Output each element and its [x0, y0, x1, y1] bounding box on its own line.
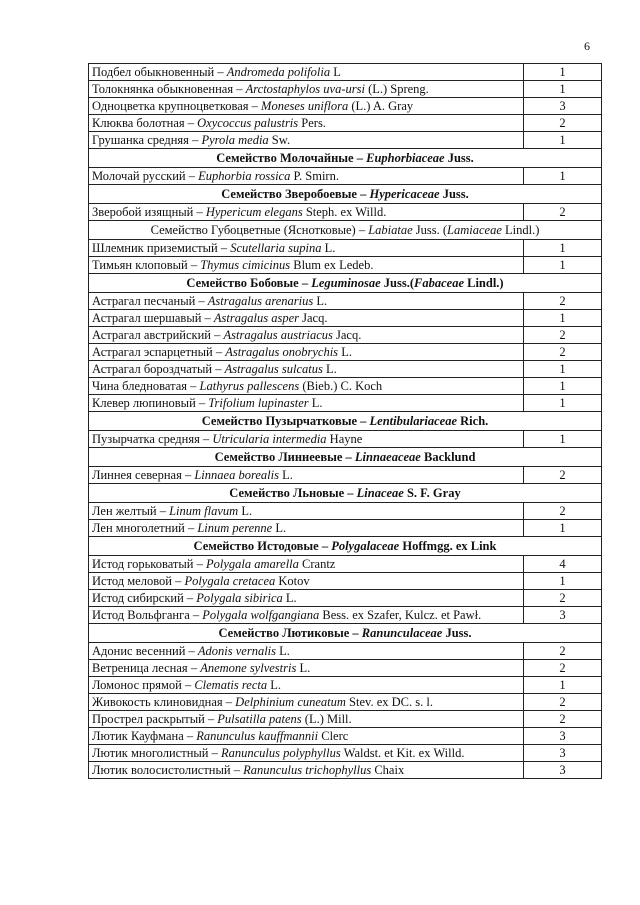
species-common-name: Подбел обыкновенный: [92, 65, 215, 79]
family-latin-name: Hypericaceae: [369, 187, 440, 201]
species-common-name: Молочай русский: [92, 169, 186, 183]
species-name-cell: Лютик Кауфмана – Ranunculus kauffmannii Clerc: [89, 728, 524, 745]
species-latin-name: Polygala sibirica: [196, 591, 283, 605]
family-latin-name: Linnaeaceae: [354, 450, 421, 464]
species-name-cell: Астрагал бороздчатый – Astragalus sulcatus L.: [89, 361, 524, 378]
species-count: 2: [524, 293, 602, 310]
species-name-cell: Истод сибирский – Polygala sibirica L.: [89, 590, 524, 607]
family-header-row: [89, 149, 602, 168]
species-row: [89, 745, 602, 762]
species-latin-name: Ranunculus kauffmannii: [196, 729, 319, 743]
species-name-cell: Астрагал песчаный – Astragalus arenarius L.: [89, 293, 524, 310]
species-table-body: [89, 64, 602, 779]
species-latin-name: Andromeda polifolia: [226, 65, 331, 79]
family-header-row: [89, 448, 602, 467]
species-row: [89, 607, 602, 624]
family-prefix: Семейство Линнеевые –: [214, 450, 352, 464]
family-prefix: Семейство Бобовые –: [186, 276, 309, 290]
family-author: Juss. (: [415, 223, 448, 237]
species-name-cell: Пузырчатка средняя – Utricularia intermedia Hayne: [89, 431, 524, 448]
species-count: 1: [524, 168, 602, 185]
species-latin-name: Moneses uniflora: [261, 99, 349, 113]
species-latin-name: Oxycoccus palustris: [197, 116, 299, 130]
species-row: [89, 293, 602, 310]
family-prefix: Семейство Пузырчатковые –: [201, 414, 367, 428]
family-latin-name: Polygalaceae: [331, 539, 400, 553]
species-row: [89, 573, 602, 590]
species-latin-name: Thymus cimicinus: [200, 258, 291, 272]
species-author: (Bieb.) C. Koch: [302, 379, 383, 393]
species-author: Jacq.: [336, 328, 362, 342]
family-author: Backlund: [423, 450, 476, 464]
species-author: L.: [299, 661, 311, 675]
species-common-name: Истод горьковатый: [92, 557, 194, 571]
species-common-name: Клюква болотная: [92, 116, 185, 130]
species-latin-name: Polygala amarella: [205, 557, 299, 571]
species-latin-name: Astragalus onobrychis: [225, 345, 339, 359]
species-author: Waldst. et Kit. ex Willd.: [343, 746, 465, 760]
species-latin-name: Utricularia intermedia: [212, 432, 327, 446]
species-author: L.: [311, 396, 323, 410]
species-count: 1: [524, 378, 602, 395]
species-name-cell: Адонис весенний – Adonis vernalis L.: [89, 643, 524, 660]
family-header-cell: [89, 221, 602, 240]
species-latin-name: Linum perenne: [197, 521, 273, 535]
species-latin-name: Astragalus asper: [213, 311, 299, 325]
species-row: [89, 310, 602, 327]
species-name-cell: Истод меловой – Polygala cretacea Kotov: [89, 573, 524, 590]
species-row: [89, 168, 602, 185]
species-author: L.: [324, 241, 336, 255]
species-common-name: Истод Вольфганга: [92, 608, 190, 622]
species-latin-name: Anemone sylvestris: [200, 661, 297, 675]
species-name-cell: Истод Вольфганга – Polygala wolfgangiana Bess. ex Szafer, Kulcz. et Pawł.: [89, 607, 524, 624]
species-count: 2: [524, 660, 602, 677]
species-latin-name: Adonis vernalis: [197, 644, 277, 658]
family-prefix: Семейство Льновые –: [229, 486, 354, 500]
species-name-cell: Лютик волосистолистный – Ranunculus trichophyllus Chaix: [89, 762, 524, 779]
family-header-row: [89, 484, 602, 503]
species-name-cell: Астрагал шершавый – Astragalus asper Jacq.: [89, 310, 524, 327]
species-name-cell: Ломонос прямой – Clematis recta L.: [89, 677, 524, 694]
species-name-cell: Ветреница лесная – Anemone sylvestris L.: [89, 660, 524, 677]
species-latin-name: Astragalus sulcatus: [224, 362, 323, 376]
species-author: Clerc: [321, 729, 349, 743]
species-latin-name: Trifolium lupinaster: [208, 396, 309, 410]
family-header-row: [89, 221, 602, 240]
species-count: 3: [524, 728, 602, 745]
species-row: [89, 711, 602, 728]
species-author: (L.) Mill.: [304, 712, 352, 726]
species-count: 1: [524, 573, 602, 590]
species-common-name: Одноцветка крупноцветковая: [92, 99, 249, 113]
species-author: Kotov: [278, 574, 310, 588]
species-count: 1: [524, 361, 602, 378]
species-latin-name: Polygala wolfgangiana: [202, 608, 320, 622]
species-row: [89, 327, 602, 344]
species-latin-name: Euphorbia rossica: [198, 169, 291, 183]
species-count: 2: [524, 467, 602, 484]
species-common-name: Клевер люпиновый: [92, 396, 196, 410]
species-count: 3: [524, 607, 602, 624]
family-author-alt: Lindl.): [467, 276, 504, 290]
species-latin-name: Pulsatilla patens: [217, 712, 302, 726]
species-common-name: Тимьян клоповый: [92, 258, 188, 272]
species-row: [89, 643, 602, 660]
species-latin-name: Ranunculus trichophyllus: [243, 763, 372, 777]
species-count: 1: [524, 132, 602, 149]
family-latin-name: Labiatae: [368, 223, 413, 237]
species-row: [89, 204, 602, 221]
family-author: Juss.: [447, 151, 474, 165]
species-count: 2: [524, 503, 602, 520]
species-latin-name: Ranunculus polyphyllus: [220, 746, 341, 760]
species-name-cell: Астрагал австрийский – Astragalus austriacus Jacq.: [89, 327, 524, 344]
family-header-cell: [89, 624, 602, 643]
species-author: (L.) Spreng.: [368, 82, 429, 96]
species-row: [89, 503, 602, 520]
species-latin-name: Astragalus arenarius: [207, 294, 314, 308]
species-count: 2: [524, 115, 602, 132]
species-author: L.: [341, 345, 352, 359]
species-common-name: Живокость клиновидная: [92, 695, 223, 709]
species-name-cell: Лен многолетний – Linum perenne L.: [89, 520, 524, 537]
species-latin-name: Scutellaria supina: [230, 241, 322, 255]
species-common-name: Астрагал австрийский: [92, 328, 211, 342]
species-author: L.: [241, 504, 253, 518]
species-latin-name: Astragalus austriacus: [223, 328, 333, 342]
family-latin-name: Linaceae: [356, 486, 404, 500]
species-count: 2: [524, 590, 602, 607]
family-author: Hoffmgg. ex Link: [402, 539, 497, 553]
species-count: 2: [524, 643, 602, 660]
species-count: 3: [524, 745, 602, 762]
species-row: [89, 728, 602, 745]
species-row: [89, 64, 602, 81]
species-row: [89, 660, 602, 677]
species-row: [89, 762, 602, 779]
family-author-alt: Lindl.): [505, 223, 540, 237]
family-prefix: Семейство Губоцветные (Яснотковые) –: [150, 223, 366, 237]
species-row: [89, 556, 602, 573]
species-latin-name: Lathyrus pallescens: [199, 379, 300, 393]
species-author: Jacq.: [302, 311, 328, 325]
species-name-cell: Молочай русский – Euphorbia rossica P. Smirn.: [89, 168, 524, 185]
species-count: 1: [524, 520, 602, 537]
species-row: [89, 520, 602, 537]
species-count: 1: [524, 395, 602, 412]
species-common-name: Лютик волосистолистный: [92, 763, 231, 777]
species-author: L.: [282, 468, 293, 482]
family-latin-name-alt: Fabaceae: [414, 276, 464, 290]
page-number: 6: [584, 39, 590, 53]
species-common-name: Истод сибирский: [92, 591, 184, 605]
family-header-row: [89, 537, 602, 556]
family-author: Juss.: [442, 187, 469, 201]
species-latin-name: Hypericum elegans: [205, 205, 303, 219]
species-count: 4: [524, 556, 602, 573]
species-name-cell: Линнея северная – Linnaea borealis L.: [89, 467, 524, 484]
species-count: 1: [524, 257, 602, 274]
species-common-name: Лен многолетний: [92, 521, 185, 535]
species-common-name: Адонис весенний: [92, 644, 186, 658]
species-common-name: Лен желтый: [92, 504, 157, 518]
family-header-cell: [89, 484, 602, 503]
species-name-cell: Подбел обыкновенный – Andromeda polifolia L: [89, 64, 524, 81]
species-name-cell: Истод горьковатый – Polygala amarella Crantz: [89, 556, 524, 573]
species-count: 1: [524, 81, 602, 98]
species-latin-name: Polygala cretacea: [184, 574, 276, 588]
species-latin-name: Pyrola media: [201, 133, 269, 147]
species-count: 2: [524, 327, 602, 344]
species-name-cell: Клевер люпиновый – Trifolium lupinaster L.: [89, 395, 524, 412]
species-row: [89, 395, 602, 412]
species-row: [89, 240, 602, 257]
species-author: Stev. ex DC. s. l.: [349, 695, 433, 709]
species-row: [89, 378, 602, 395]
species-author: Sw.: [271, 133, 291, 147]
species-name-cell: Грушанка средняя – Pyrola media Sw.: [89, 132, 524, 149]
family-author: Juss.: [445, 626, 472, 640]
species-count: 2: [524, 694, 602, 711]
species-author: Pers.: [301, 116, 326, 130]
family-header-cell: [89, 149, 602, 168]
family-header-row: [89, 624, 602, 643]
species-name-cell: Лен желтый – Linum flavum L.: [89, 503, 524, 520]
family-prefix: Семейство Лютиковые –: [218, 626, 359, 640]
family-author: Juss.(: [383, 276, 415, 290]
species-count: 1: [524, 677, 602, 694]
family-header-cell: [89, 448, 602, 467]
species-author: L.: [279, 644, 290, 658]
family-header-row: [89, 185, 602, 204]
species-latin-name: Delphinium cuneatum: [235, 695, 346, 709]
species-latin-name: Linnaea borealis: [194, 468, 279, 482]
species-row: [89, 467, 602, 484]
species-name-cell: Чина бледноватая – Lathyrus pallescens (Bieb.) C. Koch: [89, 378, 524, 395]
species-name-cell: Шлемник приземистый – Scutellaria supina L.: [89, 240, 524, 257]
family-latin-name: Lentibulariaceae: [369, 414, 458, 428]
species-count: 2: [524, 204, 602, 221]
species-author: Hayne: [329, 432, 363, 446]
species-count: 3: [524, 762, 602, 779]
family-latin-name: Euphorbiaceae: [366, 151, 445, 165]
family-latin-name: Ranunculaceae: [361, 626, 443, 640]
species-author: Crantz: [302, 557, 336, 571]
species-common-name: Толокнянка обыкновенная: [92, 82, 234, 96]
species-name-cell: Прострел раскрытый – Pulsatilla patens (L.) Mill.: [89, 711, 524, 728]
family-header-cell: [89, 274, 602, 293]
species-common-name: Астрагал бороздчатый: [92, 362, 213, 376]
species-count: 1: [524, 310, 602, 327]
species-author: L.: [270, 678, 281, 692]
species-common-name: Ветреница лесная: [92, 661, 188, 675]
species-name-cell: Зверобой изящный – Hypericum elegans Steph. ex Willd.: [89, 204, 524, 221]
species-latin-name: Linum flavum: [169, 504, 239, 518]
species-common-name: Ломонос прямой: [92, 678, 182, 692]
species-name-cell: Астрагал эспарцетный – Astragalus onobrychis L.: [89, 344, 524, 361]
species-common-name: Шлемник приземистый: [92, 241, 218, 255]
species-name-cell: Клюква болотная – Oxycoccus palustris Pers.: [89, 115, 524, 132]
species-row: [89, 694, 602, 711]
species-author: Bess. ex Szafer, Kulcz. et Pawł.: [322, 608, 482, 622]
species-common-name: Чина бледноватая: [92, 379, 188, 393]
species-row: [89, 431, 602, 448]
species-row: [89, 257, 602, 274]
species-row: [89, 677, 602, 694]
species-count: 1: [524, 240, 602, 257]
species-common-name: Астрагал эспарцетный: [92, 345, 213, 359]
species-common-name: Пузырчатка средняя: [92, 432, 200, 446]
family-header-cell: [89, 412, 602, 431]
species-count: 3: [524, 98, 602, 115]
family-header-cell: [89, 185, 602, 204]
species-author: L.: [275, 521, 287, 535]
species-author: Steph. ex Willd.: [305, 205, 387, 219]
family-prefix: Семейство Истодовые –: [193, 539, 329, 553]
species-row: [89, 81, 602, 98]
family-header-row: [89, 274, 602, 293]
species-common-name: Зверобой изящный: [92, 205, 194, 219]
species-common-name: Истод меловой: [92, 574, 172, 588]
species-author: L.: [325, 362, 337, 376]
species-row: [89, 361, 602, 378]
species-author: (L.) A. Gray: [351, 99, 414, 113]
species-name-cell: Одноцветка крупноцветковая – Moneses uniflora (L.) A. Gray: [89, 98, 524, 115]
species-latin-name: Clematis recta: [194, 678, 268, 692]
species-row: [89, 115, 602, 132]
species-author: Blum ex Ledeb.: [293, 258, 374, 272]
species-row: [89, 344, 602, 361]
species-row: [89, 98, 602, 115]
species-count: 2: [524, 711, 602, 728]
family-header-row: [89, 412, 602, 431]
family-author: S. F. Gray: [406, 486, 461, 500]
species-author: L.: [285, 591, 297, 605]
family-latin-name-alt: Lamiaceae: [447, 223, 502, 237]
species-author: L.: [316, 294, 328, 308]
species-table: [88, 63, 602, 779]
species-common-name: Астрагал песчаный: [92, 294, 196, 308]
species-common-name: Лютик многолистный: [92, 746, 209, 760]
species-name-cell: Лютик многолистный – Ranunculus polyphyllus Waldst. et Kit. ex Willd.: [89, 745, 524, 762]
species-common-name: Лютик Кауфмана: [92, 729, 184, 743]
species-name-cell: Тимьян клоповый – Thymus cimicinus Blum ex Ledeb.: [89, 257, 524, 274]
species-name-cell: Живокость клиновидная – Delphinium cuneatum Stev. ex DC. s. l.: [89, 694, 524, 711]
family-header-cell: [89, 537, 602, 556]
species-count: 2: [524, 344, 602, 361]
family-prefix: Семейство Зверобоевые –: [221, 187, 367, 201]
species-common-name: Грушанка средняя: [92, 133, 189, 147]
species-author: L: [333, 65, 341, 79]
family-prefix: Семейство Молочайные –: [216, 151, 363, 165]
family-latin-name: Leguminosae: [311, 276, 381, 290]
species-common-name: Линнея северная: [92, 468, 182, 482]
species-author: P. Smirn.: [293, 169, 339, 183]
species-row: [89, 590, 602, 607]
species-common-name: Астрагал шершавый: [92, 311, 202, 325]
family-author: Rich.: [460, 414, 489, 428]
species-latin-name: Arctostaphylos uva-ursi: [245, 82, 365, 96]
species-row: [89, 132, 602, 149]
species-count: 1: [524, 431, 602, 448]
species-name-cell: Толокнянка обыкновенная – Arctostaphylos uva-ursi (L.) Spreng.: [89, 81, 524, 98]
species-count: 1: [524, 64, 602, 81]
species-common-name: Прострел раскрытый: [92, 712, 205, 726]
species-author: Chaix: [374, 763, 405, 777]
